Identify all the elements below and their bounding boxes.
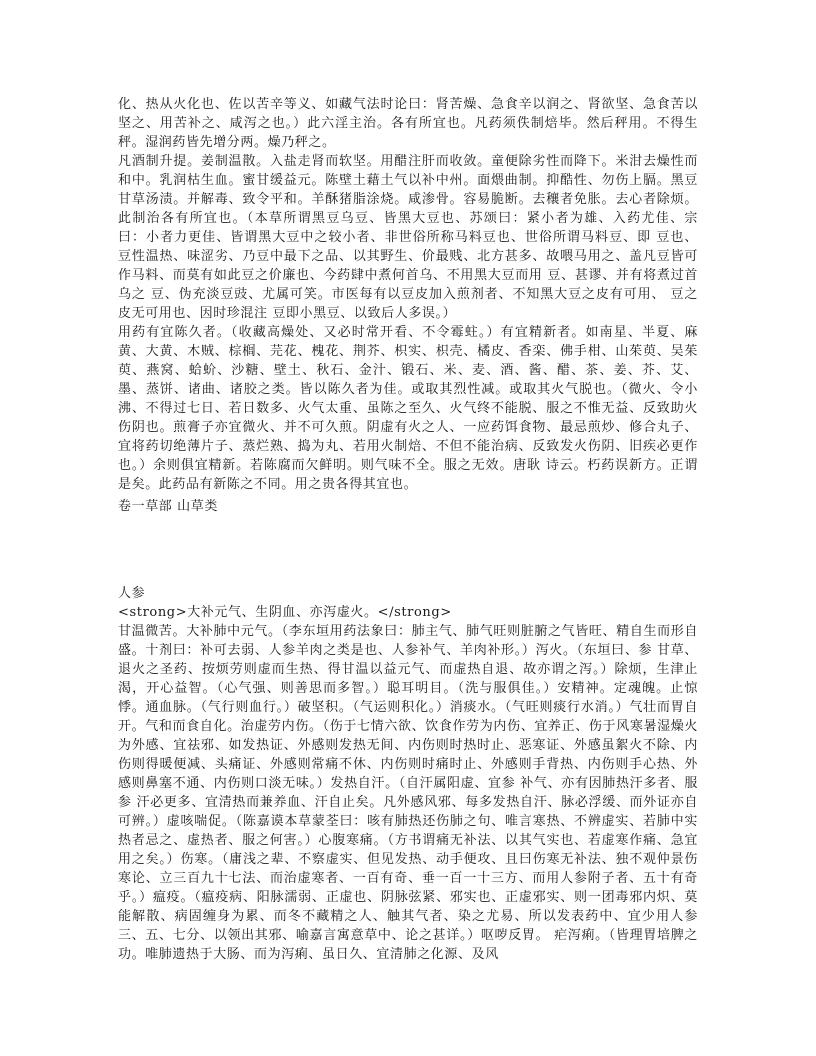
paragraph: 凡酒制升提。姜制温散。入盐走肾而软坚。用醋注肝而收敛。童便除劣性而降下。米泔去燥性而和中。乳润枯生血。蜜甘缓益元。陈壁土藉土气以补中州。面煨曲制。抑酷性、勿伤上膈。黑豆甘草汤渍。并解毒、致令平和。羊酥猪脂涂烧。咸渗骨。容易脆断。去穰者免胀。去心者除烦。此制治各有所宜也。（本草所谓黑豆乌豆、皆黑大豆也、苏颂曰：紧小者为雄、入药尤佳、宗 曰：小者力更佳、皆谓黑大豆中之较小者、非世俗所称马料豆也、世俗所谓马料豆、即 豆也、 豆性温热、味涩劣、乃豆中最下之品、以其野生、价最贱、北方甚多、故喂马用之、盖凡豆皆可作马料、而莫有如此豆之价廉也、今药肆中煮何首乌、不用黑大豆而用 豆、甚谬、并有将煮过首乌之 豆、伪充淡豆豉、尤属可笑。市医每有以豆皮加入煎剂者、不知黑大豆之皮有可用、 豆之皮无可用也、因时珍混注 豆即小黑豆、以致后人多误。） — [118, 154, 698, 321]
strong-summary-line: <strong>大补元气、生阴血、亦泻虚火。</strong> — [118, 605, 452, 620]
paragraph: 化、热从火化也、佐以苦辛等义、如藏气法时论曰：肾苦燥、急食辛以润之、肾欲坚、急食苦以坚之、用苦补之、咸泻之也。）此六淫主治。各有所宜也。凡药须佚制焙毕。然后秤用。不得生秤。湿润药皆先增分两。燥乃秤之。 — [118, 97, 698, 150]
ginseng-section — [118, 584, 698, 964]
section-title: 人参 — [118, 586, 146, 601]
body-paragraph: 甘温微苦。大补肺中元气。（李东垣用药法象曰：肺主气、肺气旺则脏腑之气皆旺、精自生而形自盛。十剂曰：补可去弱、人参羊肉之类是也、人参补气、羊肉补形。）泻火。（东垣曰、参 甘草、退火之圣药、按烦劳则虚而生热、得甘温以益元气、而虚热自退、故亦谓之泻。）除烦，生津止渴，开心益智。（心气强、则善思而多智。）聪耳明目。（洗与服俱佳。）安精神。定魂魄。止惊悸。通血脉。（气行则血行。）破坚积。（气运则积化。）消痰水。（气旺则痰行水消。）气壮而胃自开。气和而食自化。治虚劳内伤。（伤于七情六欲、饮食作劳为内伤、宜养正、伤于风寒暑湿燥火为外感、宜祛邪、如发热证、外感则发热无间、内伤则时热时止、恶寒证、外感虽絮火不除、内伤则得暖便减、头痛证、外感则常痛不休、内伤则时痛时止、外感则手背热、内伤则手心热、外感则鼻塞不通、内伤则口淡无味。）发热自汗。（自汗属阳虚、宜参 补气、亦有因肺热汗多者、服参 汗必更多、宜清热而兼养血、汗自止矣。凡外感风邪、每多发热自汗、脉必浮缓、而外证亦自可辨。）虚咳喘促。（陈嘉谟本草蒙荃曰：咳有肺热还伤肺之句、唯言寒热、不辨虚实、若肺中实热者忌之、虚热者、服之何害。）心腹寒痛。（方书谓痛无补法、以其气实也、若虚寒作痛、急宜用之矣。）伤寒。（庸浅之辈、不察虚实、但见发热、动手便攻、且曰伤寒无补法、独不观仲景伤寒论、立三百九十七法、而治虚寒者、一百有奇、垂一百一十三方、而用人参附子者、五十有奇乎。）瘟疫。（瘟疫病、阳脉濡弱、正虚也、阴脉弦紧、邪实也、正虚邪实、则一团毒邪内炽、莫能解散、病固缠身为累、而冬不藏精之人、触其气者、染之尤易、所以发表药中、宜少用人参三、五、七分、以领出其邪、喻嘉言寓意草中、论之甚详。）呕哕反胃。 疟泻痢。（皆理胃培脾之功。唯肺遗热于大肠、而为泻痢、虽日久、宜清肺之化源、及风 — [118, 624, 698, 962]
paragraph: 用药有宜陈久者。（收藏高燥处、又必时常开看、不令霉蛀。）有宜精新者。如南星、半夏、麻黄、大黄、木贼、棕榈、芫花、槐花、荆芥、枳实、枳壳、橘皮、香栾、佛手柑、山茱萸、吴茱萸、燕窝、蛤蚧、沙糖、壁土、秋石、金汁、锻石、米、麦、酒、酱、醋、茶、姜、芥、艾、墨、蒸饼、诸曲、诸胶之类。皆以陈久者为佳。或取其烈性减。或取其火气脱也。（微火、令小沸、不得过七日、若日数多、火气太重、虽陈之至久、火气终不能脱、服之不惟无益、反致助火伤阴也。煎膏子亦宜微火、并不可久煎。阴虚有火之人、一应药饵食物、最忌煎炒、修合丸子、宜将药切绝薄片子、蒸烂熟、捣为丸、若用火制焙、不但不能治病、反致发火伤阴、旧疾必更作也。）余则俱宜精新。若陈腐而欠鲜明。则气味不全。服之无效。唐耿 诗云。朽药误新方。正谓是矣。此药品有新陈之不同。用之贵各得其宜也。 — [118, 325, 698, 492]
chapter-heading: 卷一草部 山草类 — [118, 499, 218, 514]
top-text-block — [118, 95, 698, 494]
